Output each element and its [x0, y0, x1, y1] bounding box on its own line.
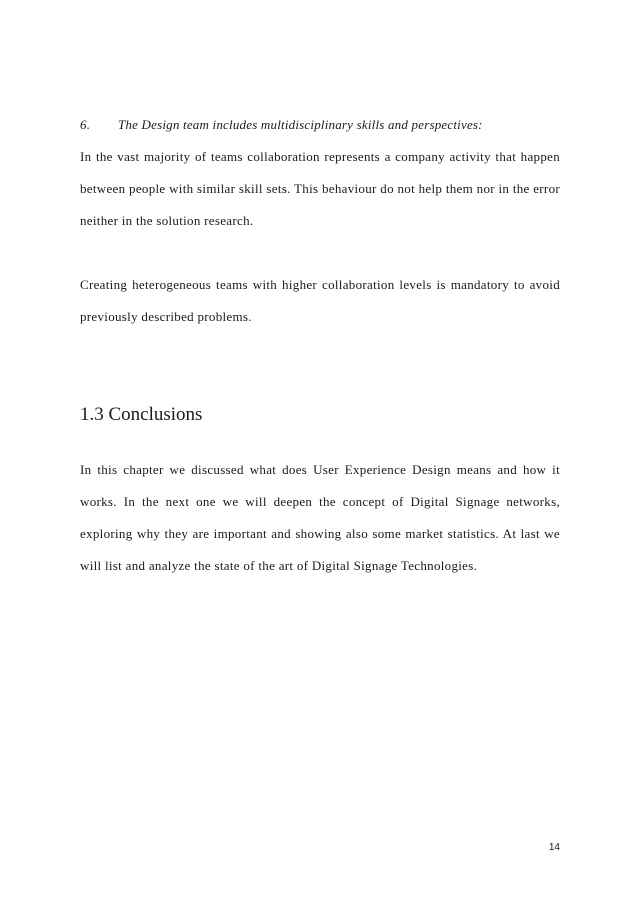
item-number: 6.	[80, 117, 91, 132]
page-number: 14	[548, 842, 560, 853]
paragraph-heterogeneous-teams: Creating heterogeneous teams with higher collaboration levels is mandatory to avoid previously described problems.	[80, 277, 560, 324]
item-heading-text: The Design team includes multidisciplinary skills and perspectives:	[118, 117, 483, 132]
numbered-item-heading	[80, 116, 560, 134]
paragraph-conclusions: In this chapter we discussed what does User Experience Design means and how it works. In the next one we will deepen the concept of Digital Signage networks, exploring why they are important and showing also some market statistics. At last we will list and analyze the state of the art of Digital Signage Technologies.	[80, 462, 560, 573]
section-title: 1.3 Conclusions	[80, 404, 203, 425]
paragraph-team-collaboration: In the vast majority of teams collaboration represents a company activity that happen between people with similar skill sets. This behaviour do not help them nor in the error neither in the solution research.	[80, 149, 560, 228]
